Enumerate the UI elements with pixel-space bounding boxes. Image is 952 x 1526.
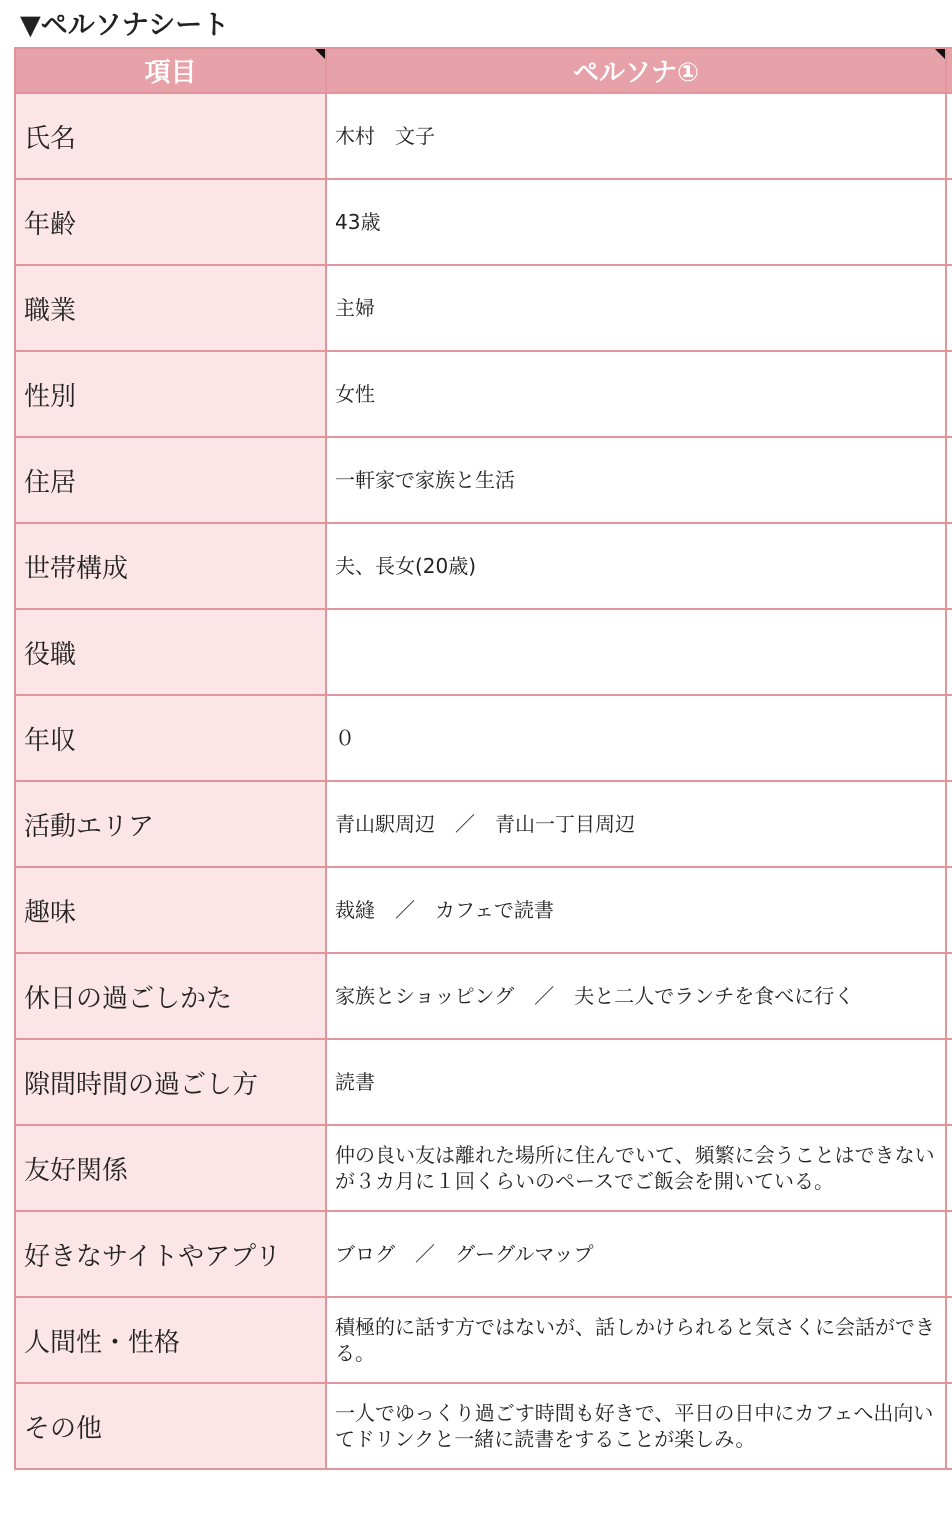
table-row: [15, 953, 952, 1039]
item-cell: 年収: [15, 695, 326, 781]
extra-cell: [946, 867, 952, 953]
item-cell: 世帯構成: [15, 523, 326, 609]
table-row: [15, 1039, 952, 1125]
table-row: [15, 695, 952, 781]
column-header-extra: [946, 48, 952, 93]
item-cell: 年齢: [15, 179, 326, 265]
column-header-item-label: 項目: [144, 58, 197, 88]
value-cell: 一人でゆっくり過ごす時間も好きで、平日の日中にカフェへ出向いてドリンクと一緒に読書をすることが楽しみ。: [326, 1383, 946, 1469]
column-header-item: [15, 48, 326, 93]
persona-table-container: [14, 47, 952, 1470]
value-cell: 青山駅周辺 ／ 青山一丁目周辺: [326, 781, 946, 867]
item-cell: 隙間時間の過ごし方: [15, 1039, 326, 1125]
extra-cell: [946, 93, 952, 179]
extra-cell: [946, 351, 952, 437]
header-row: [15, 48, 952, 93]
value-cell: 積極的に話す方ではないが、話しかけられると気さくに会話ができる。: [326, 1297, 946, 1383]
extra-cell: [946, 265, 952, 351]
value-cell: 家族とショッピング ／ 夫と二人でランチを食べに行く: [326, 953, 946, 1039]
column-header-persona-label: ペルソナ①: [572, 58, 699, 88]
persona-table: [14, 47, 952, 1470]
value-cell: 主婦: [326, 265, 946, 351]
item-cell: 役職: [15, 609, 326, 695]
table-row: [15, 179, 952, 265]
comment-marker-icon: [935, 49, 945, 59]
value-cell: 夫、長女(20歳): [326, 523, 946, 609]
item-cell: 活動エリア: [15, 781, 326, 867]
extra-cell: [946, 1039, 952, 1125]
item-cell: 職業: [15, 265, 326, 351]
value-cell: 女性: [326, 351, 946, 437]
value-cell: ０: [326, 695, 946, 781]
extra-cell: [946, 695, 952, 781]
table-row: [15, 781, 952, 867]
table-row: [15, 437, 952, 523]
value-cell: 木村 文子: [326, 93, 946, 179]
extra-cell: [946, 523, 952, 609]
extra-cell: [946, 781, 952, 867]
table-row: [15, 351, 952, 437]
value-cell: 一軒家で家族と生活: [326, 437, 946, 523]
table-row: [15, 1383, 952, 1469]
value-cell: 43歳: [326, 179, 946, 265]
sheet-title: ▼ペルソナシート: [20, 10, 230, 41]
value-cell: 仲の良い友は離れた場所に住んでいて、頻繁に会うことはできないが３カ月に１回くらいのペースでご飯会を開いている。: [326, 1125, 946, 1211]
table-row: [15, 609, 952, 695]
table-row: [15, 1211, 952, 1297]
comment-marker-icon: [315, 49, 325, 59]
value-cell: ブログ ／ グーグルマップ: [326, 1211, 946, 1297]
column-header-persona: [326, 48, 946, 93]
extra-cell: [946, 609, 952, 695]
item-cell: 休日の過ごしかた: [15, 953, 326, 1039]
table-row: [15, 265, 952, 351]
item-cell: 趣味: [15, 867, 326, 953]
extra-cell: [946, 179, 952, 265]
extra-cell: [946, 953, 952, 1039]
value-cell: [326, 609, 946, 695]
value-cell: 裁縫 ／ カフェで読書: [326, 867, 946, 953]
item-cell: 友好関係: [15, 1125, 326, 1211]
table-row: [15, 1297, 952, 1383]
item-cell: その他: [15, 1383, 326, 1469]
value-cell: 読書: [326, 1039, 946, 1125]
item-cell: 住居: [15, 437, 326, 523]
item-cell: 氏名: [15, 93, 326, 179]
extra-cell: [946, 1297, 952, 1383]
table-row: [15, 93, 952, 179]
item-cell: 好きなサイトやアプリ: [15, 1211, 326, 1297]
extra-cell: [946, 1211, 952, 1297]
extra-cell: [946, 437, 952, 523]
item-cell: 性別: [15, 351, 326, 437]
extra-cell: [946, 1383, 952, 1469]
extra-cell: [946, 1125, 952, 1211]
table-row: [15, 1125, 952, 1211]
item-cell: 人間性・性格: [15, 1297, 326, 1383]
table-row: [15, 867, 952, 953]
table-row: [15, 523, 952, 609]
